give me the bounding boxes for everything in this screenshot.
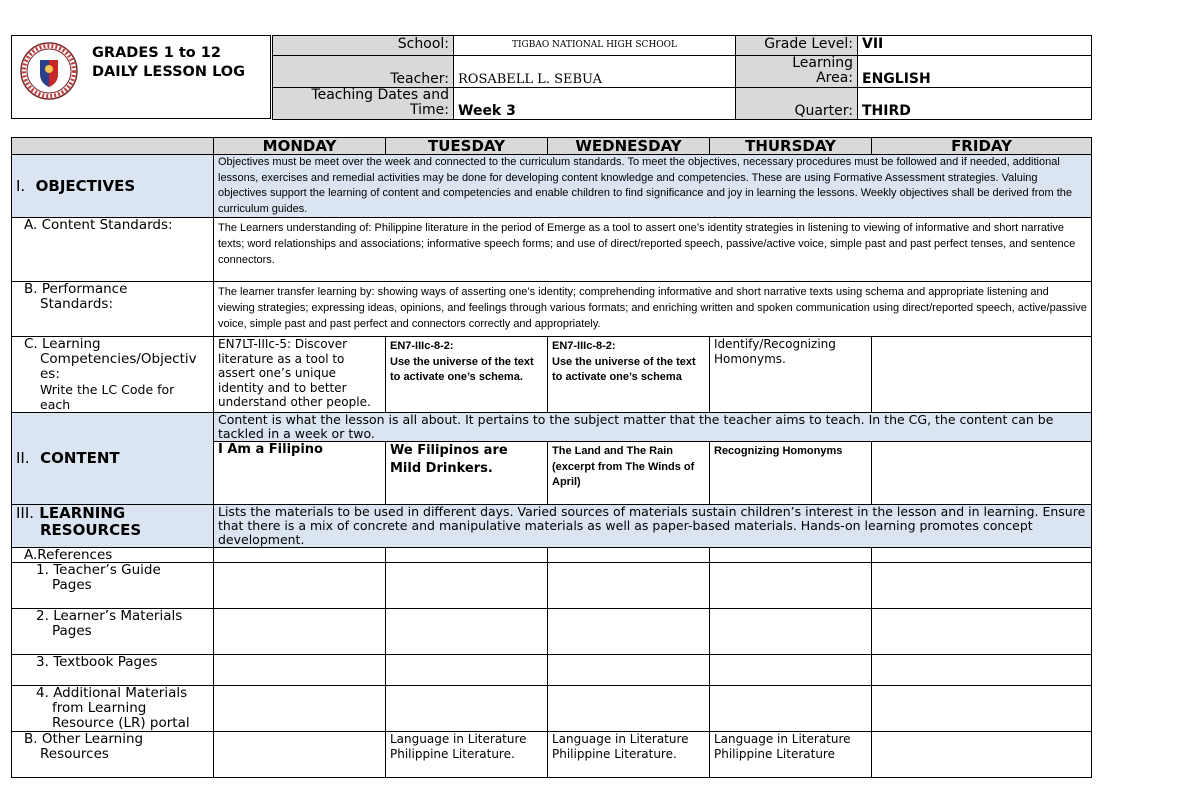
competency-tuesday	[386, 337, 548, 413]
content-note: Content is what the lesson is all about. It pertains to the subject matter that the teacher aims to teach. In the CG, the content can be tackled in a week or two.	[214, 413, 1092, 442]
other-resources-wednesday	[548, 732, 710, 778]
resources-label-2: RESOURCES	[40, 521, 142, 539]
school-value: TIGBAO NATIONAL HIGH SCHOOL	[454, 36, 736, 56]
additional-materials-monday	[214, 686, 386, 732]
textbook-pages-label: Textbook Pages	[53, 654, 158, 670]
teachers-guide-tuesday	[386, 563, 548, 609]
competencies-label-4: Write the LC Code for	[40, 382, 175, 397]
teachers-guide-heading	[12, 563, 214, 609]
teachers-guide-monday	[214, 563, 386, 609]
learners-materials-tuesday	[386, 609, 548, 655]
competency-friday	[872, 337, 1092, 413]
content-num: II.	[16, 449, 30, 467]
learners-materials-label-2: Pages	[52, 623, 92, 639]
objectives-label: OBJECTIVES	[35, 176, 136, 195]
additional-materials-label-1: Additional Materials	[53, 685, 188, 701]
references-tuesday	[386, 548, 548, 563]
day-wednesday: WEDNESDAY	[548, 138, 710, 155]
resources-num: III.	[16, 504, 35, 522]
teaching-dates-label-1: Teaching Dates and	[311, 87, 449, 103]
competency-thursday: Identify/Recognizing Homonyms.	[710, 337, 872, 413]
references-wednesday	[548, 548, 710, 563]
other-resources-tuesday	[386, 732, 548, 778]
performance-standards-heading	[12, 282, 214, 337]
competency-wednesday-text: Use the universe of the text to activate one’s schema	[552, 355, 696, 383]
day-thursday: THURSDAY	[710, 138, 872, 155]
learners-materials-wednesday	[548, 609, 710, 655]
objectives-num: I.	[16, 176, 26, 195]
grade-level-label: Grade Level:	[736, 36, 858, 56]
learners-materials-monday	[214, 609, 386, 655]
quarter-value: THIRD	[858, 88, 1092, 120]
title-line-1: GRADES 1 to 12	[92, 45, 221, 61]
competency-tuesday-code: EN7-IIIc-8-2:	[390, 340, 454, 352]
learning-area-label-2: Area:	[816, 70, 853, 86]
learners-materials-num: 2.	[36, 608, 49, 624]
teaching-dates-label	[273, 88, 454, 120]
textbook-pages-thursday	[710, 655, 872, 686]
additional-materials-heading	[12, 686, 214, 732]
competencies-label-1: Learning	[42, 336, 101, 352]
learners-materials-heading	[12, 609, 214, 655]
objectives-note: Objectives must be meet over the week and connected to the curriculum standards. To meet the objectives, necessary procedures must be followed and if needed, additional lessons, exercises and remedial activities may be done for developing content knowledge and competencies. These are using Formative Assessment strategies. Valuing objectives support the learning of content and competencies and enable children to find significance and joy in learning the lessons. Weekly objectives shall be derived from the curriculum guides.	[214, 155, 1092, 218]
references-thursday	[710, 548, 872, 563]
teachers-guide-thursday	[710, 563, 872, 609]
competencies-label-2: Competencies/Objectiv	[40, 351, 197, 367]
additional-materials-tuesday	[386, 686, 548, 732]
content-heading	[12, 413, 214, 505]
resources-heading	[12, 505, 214, 548]
additional-materials-label-3: Resource (LR) portal	[52, 715, 190, 731]
content-standards-heading	[12, 218, 214, 282]
references-monday	[214, 548, 386, 563]
learners-materials-label-1: Learner’s Materials	[53, 608, 183, 624]
references-label: References	[37, 547, 113, 563]
other-resources-wednesday-2: Philippine Literature.	[552, 747, 677, 761]
resources-label-1: LEARNING	[39, 504, 126, 522]
teachers-guide-friday	[872, 563, 1092, 609]
references-num: A.	[24, 547, 38, 563]
other-resources-label-1: Other Learning	[41, 731, 144, 747]
corner-cell	[12, 138, 214, 155]
competency-wednesday-code: EN7-IIIc-8-2:	[552, 340, 616, 352]
additional-materials-label-2: from Learning	[52, 700, 147, 716]
learning-area-value: ENGLISH	[858, 56, 1092, 88]
other-resources-label-2: Resources	[40, 746, 109, 762]
competencies-num: C.	[24, 336, 38, 352]
additional-materials-num: 4.	[36, 685, 49, 701]
day-monday: MONDAY	[214, 138, 386, 155]
teacher-value: ROSABELL L. SEBUA	[454, 56, 736, 88]
competencies-label-5: each	[40, 397, 71, 412]
references-heading	[12, 548, 214, 563]
header-title-box	[11, 35, 271, 119]
day-tuesday: TUESDAY	[386, 138, 548, 155]
textbook-pages-monday	[214, 655, 386, 686]
learning-area-label-1: Learning	[792, 55, 853, 71]
header-info-table	[272, 35, 1092, 120]
teacher-label: Teacher:	[273, 56, 454, 88]
grade-level-value: VII	[858, 36, 1092, 56]
content-tuesday: We Filipinos are Mild Drinkers.	[386, 442, 548, 505]
teachers-guide-num: 1.	[36, 562, 49, 578]
teachers-guide-label-2: Pages	[52, 577, 92, 593]
textbook-pages-num: 3.	[36, 654, 49, 670]
teaching-dates-label-2: Time:	[410, 102, 449, 118]
content-standards-num: A.	[24, 217, 38, 233]
other-resources-friday	[872, 732, 1092, 778]
teaching-dates-value: Week 3	[454, 88, 736, 120]
learners-materials-friday	[872, 609, 1092, 655]
additional-materials-friday	[872, 686, 1092, 732]
other-resources-wednesday-1: Language in Literature	[552, 732, 689, 746]
teachers-guide-label-1: Teacher’s Guide	[53, 562, 161, 578]
other-resources-thursday-2: Philippine Literature	[714, 747, 835, 761]
other-resources-num: B.	[24, 731, 38, 747]
competency-monday: EN7LT-IIIc-5: Discover literature as a tool to assert one’s unique identity and to better understand other people.	[214, 337, 386, 413]
content-label: CONTENT	[40, 449, 120, 467]
content-monday: I Am a Filipino	[214, 442, 386, 505]
other-resources-tuesday-2: Philippine Literature.	[390, 747, 515, 761]
textbook-pages-friday	[872, 655, 1092, 686]
objectives-heading	[12, 155, 214, 218]
content-standards-label: Content Standards:	[41, 217, 173, 233]
textbook-pages-heading	[12, 655, 214, 686]
performance-standards-label-1: Performance	[41, 281, 128, 297]
teachers-guide-wednesday	[548, 563, 710, 609]
performance-standards-label-2: Standards:	[40, 296, 113, 312]
competencies-label-3: es:	[40, 366, 60, 382]
references-friday	[872, 548, 1092, 563]
day-friday: FRIDAY	[872, 138, 1092, 155]
other-resources-monday	[214, 732, 386, 778]
other-resources-thursday	[710, 732, 872, 778]
other-resources-tuesday-1: Language in Literature	[390, 732, 527, 746]
textbook-pages-wednesday	[548, 655, 710, 686]
content-standards-text: The Learners understanding of: Philippine literature in the period of Emerge as a tool to assert one’s identity strategies in listening to viewing of informative and short narrative texts; word relationships and associations; informative speech forms; and use of direct/reported speech, passive/active voice, simple past and past perfect tenses, and sentence connectors.	[214, 218, 1092, 282]
deped-seal-icon	[20, 42, 78, 100]
competency-tuesday-text: Use the universe of the text to activate one’s schema.	[390, 355, 534, 383]
content-wednesday: The Land and The Rain (excerpt from The Winds of April)	[548, 442, 710, 505]
learners-materials-thursday	[710, 609, 872, 655]
textbook-pages-tuesday	[386, 655, 548, 686]
other-resources-thursday-1: Language in Literature	[714, 732, 851, 746]
content-friday	[872, 442, 1092, 505]
title-line-2: DAILY LESSON LOG	[92, 64, 246, 80]
other-resources-heading	[12, 732, 214, 778]
learning-area-label	[736, 56, 858, 88]
additional-materials-wednesday	[548, 686, 710, 732]
resources-note: Lists the materials to be used in different days. Varied sources of materials sustain children’s interest in the lesson and in learning. Ensure that there is a mix of concrete and manipulative materials as well as paper-based materials. Hands-on learning promotes concept development.	[214, 505, 1092, 548]
content-thursday: Recognizing Homonyms	[710, 442, 872, 505]
competency-wednesday	[548, 337, 710, 413]
quarter-label: Quarter:	[736, 88, 858, 120]
performance-standards-text: The learner transfer learning by: showing ways of asserting one’s identity; comprehending informative and short narrative texts using schema and appropriate listening and viewing strategies; expressing ideas, opinions, and feelings through various formats; and enriching written and spoken communication using direct/reported speech, active/passive voice, simple past and past perfect and connectors correctly and appropriately.	[214, 282, 1092, 337]
performance-standards-num: B.	[24, 281, 38, 297]
school-label: School:	[273, 36, 454, 56]
competencies-heading	[12, 337, 214, 413]
additional-materials-thursday	[710, 686, 872, 732]
lesson-log-table	[11, 137, 1092, 778]
